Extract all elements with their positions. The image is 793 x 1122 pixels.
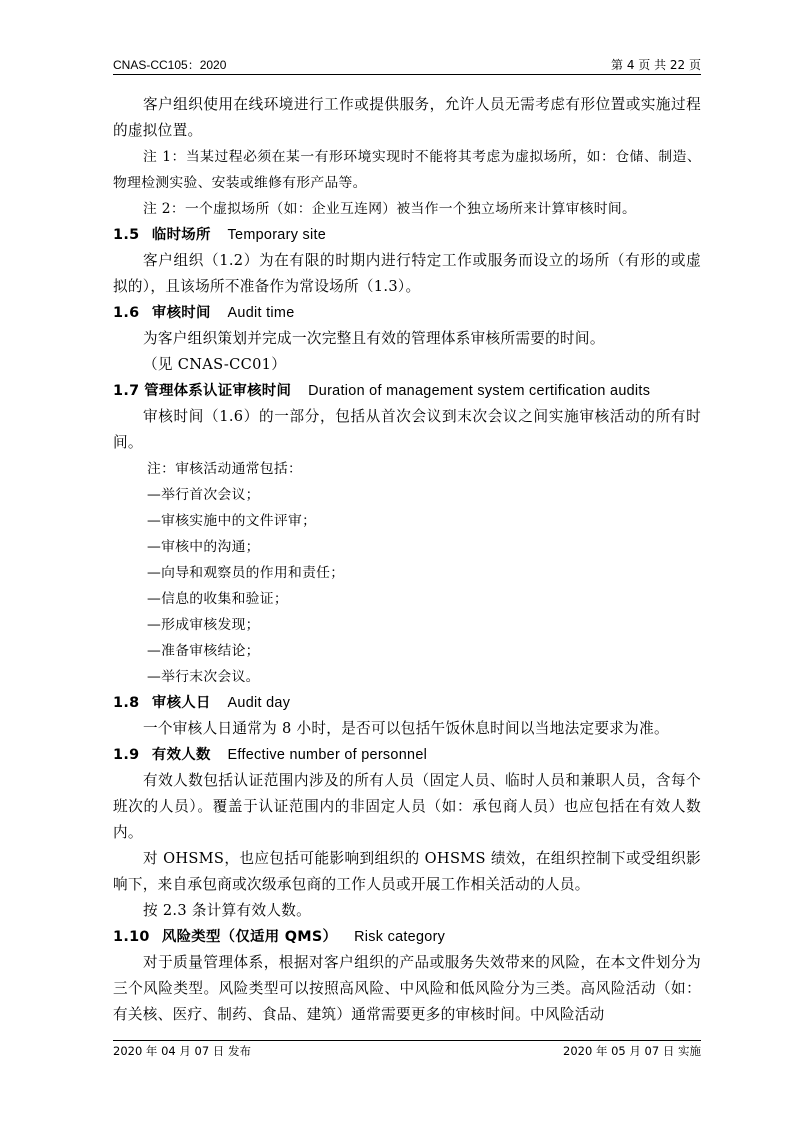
list-item: —审核实施中的文件评审； <box>147 513 317 529</box>
section-title-en: Duration of management system certification audits <box>308 383 651 399</box>
page-number: 第 4 页 共 22 页 <box>611 58 701 72</box>
note-2: 注 2：一个虚拟场所（如：企业互连网）被当作一个独立场所来计算审核时间。 <box>143 201 637 217</box>
note: 注：审核活动通常包括： <box>147 461 303 477</box>
section-number: 1.7 <box>113 383 140 399</box>
paragraph: 有效人数包括认证范围内涉及的所有人员（固定人员、临时人员和兼职人员，含每个班次的人员）。覆盖于认证范围内的非固定人员（如：承包商人员）也应包括在有效人数内。 <box>113 772 701 841</box>
section-title-zh: 有效人数 <box>151 747 211 763</box>
section-title-en: Audit time <box>227 305 295 321</box>
paragraph: 为客户组织策划并完成一次完整且有效的管理体系审核所需要的时间。 <box>143 330 605 347</box>
reference: （见 CNAS-CC01） <box>143 356 287 373</box>
note-1: 注 1：当某过程必须在某一有形环境实现时不能将其考虑为虚拟场所，如：仓储、制造、物理检测实验、安装或维修有形产品等。 <box>113 149 701 191</box>
list-item: —形成审核发现； <box>147 617 260 633</box>
section-heading-1-7 <box>113 378 701 404</box>
list-item: —举行末次会议。 <box>147 669 260 685</box>
section-number: 1.10 <box>113 929 150 945</box>
list-item: —举行首次会议； <box>147 487 260 503</box>
paragraph: 对于质量管理体系，根据对客户组织的产品或服务失效带来的风险，在本文件划分为三个风险类型。风险类型可以按照高风险、中风险和低风险分为三类。高风险活动（如：有关核、医疗、制药、食品、建筑）通常需要更多的审核时间。中风险活动 <box>113 954 701 1023</box>
section-title-zh: 风险类型（仅适用 QMS） <box>161 929 338 945</box>
section-number: 1.6 <box>113 305 140 321</box>
paragraph: 客户组织使用在线环境进行工作或提供服务，允许人员无需考虑有形位置或实施过程的虚拟位置。 <box>113 96 701 139</box>
paragraph: 按 2.3 条计算有效人数。 <box>143 902 312 919</box>
list-item: —信息的收集和验证； <box>147 591 288 607</box>
section-heading-1-9 <box>113 742 701 768</box>
section-title-zh: 管理体系认证审核时间 <box>144 383 292 399</box>
list-item: —向导和观察员的作用和责任； <box>147 565 345 581</box>
section-heading-1-6 <box>113 300 701 326</box>
section-title-en: Temporary site <box>227 227 327 243</box>
page-footer <box>113 1040 701 1061</box>
paragraph: 对 OHSMS，也应包括可能影响到组织的 OHSMS 绩效，在组织控制下或受组织影响下，来自承包商或次级承包商的工作人员或开展工作相关活动的人员。 <box>113 850 701 893</box>
paragraph: 审核时间（1.6）的一部分，包括从首次会议到末次会议之间实施审核活动的所有时间。 <box>113 408 701 451</box>
list-item: —准备审核结论； <box>147 643 260 659</box>
issue-date: 2020 年 04 月 07 日 发布 <box>113 1044 251 1058</box>
section-title-en: Audit day <box>227 695 291 711</box>
section-title-zh: 审核时间 <box>151 305 211 321</box>
section-number: 1.5 <box>113 227 140 243</box>
section-number: 1.8 <box>113 695 140 711</box>
section-heading-1-10 <box>113 924 701 950</box>
section-title-en: Risk category <box>354 929 446 945</box>
paragraph: 客户组织（1.2）为在有限的时期内进行特定工作或服务而设立的场所（有形的或虚拟的），且该场所不准备作为常设场所（1.3）。 <box>113 252 701 295</box>
section-heading-1-5 <box>113 222 701 248</box>
effective-date: 2020 年 05 月 07 日 实施 <box>563 1044 701 1058</box>
paragraph: 一个审核人日通常为 8 小时，是否可以包括午饭休息时间以当地法定要求为准。 <box>143 720 669 737</box>
document-body <box>113 92 701 1028</box>
section-heading-1-8 <box>113 690 701 716</box>
section-title-en: Effective number of personnel <box>227 747 428 763</box>
section-title-zh: 审核人日 <box>151 695 211 711</box>
list-item: —审核中的沟通； <box>147 539 260 555</box>
section-number: 1.9 <box>113 747 140 763</box>
page-header <box>113 56 701 75</box>
section-title-zh: 临时场所 <box>151 227 211 243</box>
document-id: CNAS-CC105：2020 <box>113 58 227 72</box>
